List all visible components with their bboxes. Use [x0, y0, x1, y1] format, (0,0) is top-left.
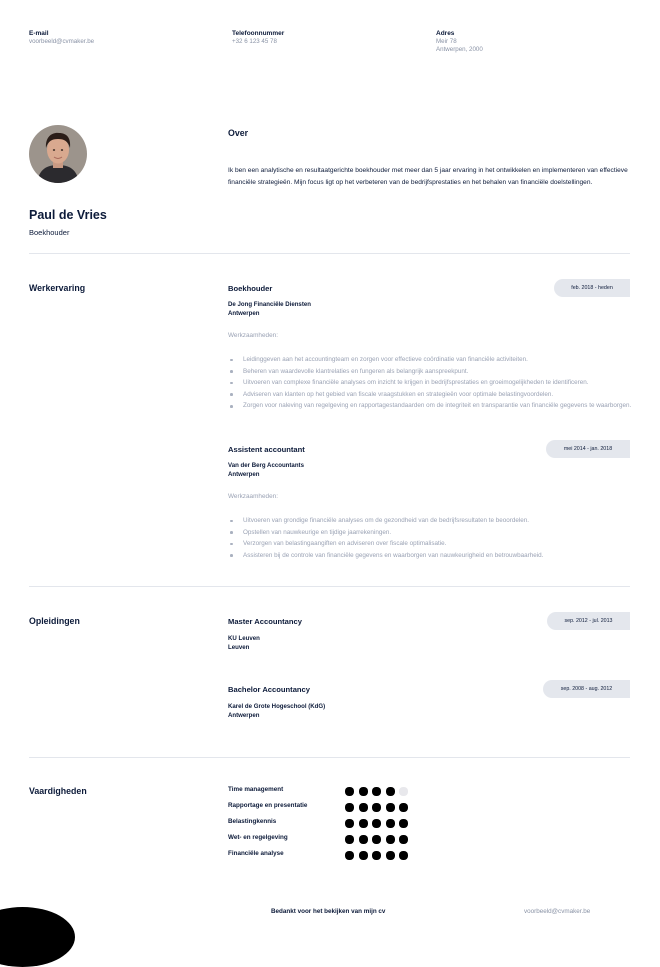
- list-item: Opstellen van nauwkeurige en tijdige jaarrekeningen.: [243, 527, 643, 539]
- divider: [29, 757, 630, 758]
- list-item: Verzorgen van belastingaangiften en adviseren over fiscale optimalisatie.: [243, 538, 643, 550]
- list-item: Uitvoeren van grondige financiële analyses om de gezondheid van de bedrijfsresultaten te beoordelen.: [243, 515, 643, 527]
- skill-dot-filled: [345, 835, 354, 844]
- skill-rating: [345, 835, 408, 844]
- skill-dot-filled: [345, 819, 354, 828]
- skill-dot-filled: [372, 819, 381, 828]
- company-name: Van der Berg Accountants: [228, 462, 304, 469]
- skill-dot-filled: [372, 835, 381, 844]
- skill-dot-filled: [345, 787, 354, 796]
- company-city: Antwerpen: [228, 471, 260, 478]
- skill-dot-filled: [359, 787, 368, 796]
- skill-name: Rapportage en presentatie: [228, 802, 308, 809]
- skill-dot-filled: [386, 851, 395, 860]
- footer-thanks: Bedankt voor het bekijken van mijn cv: [271, 908, 386, 915]
- divider: [29, 253, 630, 254]
- date-badge: feb. 2018 - heden: [554, 279, 630, 297]
- skill-name: Financiële analyse: [228, 850, 284, 857]
- skill-name: Belastingkennis: [228, 818, 277, 825]
- date-badge: sep. 2012 - jul. 2013: [547, 612, 630, 630]
- email-value[interactable]: voorbeeld@cvmaker.be: [29, 38, 95, 45]
- phone-value[interactable]: +32 6 123 45 78: [232, 38, 277, 45]
- skill-dot-filled: [386, 787, 395, 796]
- list-item: Zorgen voor naleving van regelgeving en rapportagestandaarden om de integriteit en transparantie van financiële gegevens te waarborgen.: [243, 400, 643, 412]
- skill-dot-filled: [359, 851, 368, 860]
- skill-dot-filled: [359, 835, 368, 844]
- task-list: [228, 515, 643, 561]
- school-name: KU Leuven: [228, 635, 260, 642]
- skill-dot-filled: [372, 851, 381, 860]
- education-title: Master Accountancy: [228, 617, 302, 626]
- skill-dot-filled: [386, 819, 395, 828]
- skill-dot-filled: [345, 851, 354, 860]
- date-badge: mei 2014 - jan. 2018: [546, 440, 630, 458]
- skill-dot-filled: [359, 803, 368, 812]
- profile-name: Paul de Vries: [29, 208, 107, 222]
- school-city: Leuven: [228, 644, 250, 651]
- skill-dot-filled: [399, 819, 408, 828]
- address-line2: Antwerpen, 2000: [436, 46, 483, 53]
- skill-dot-filled: [372, 787, 381, 796]
- address-line1: Meir 78: [436, 38, 457, 45]
- skill-rating: [345, 851, 408, 860]
- job-title: Assistent accountant: [228, 445, 305, 454]
- decorative-blob: [0, 907, 75, 967]
- school-city: Antwerpen: [228, 712, 260, 719]
- skill-name: Time management: [228, 786, 284, 793]
- tasks-label: Werkzaamheden:: [228, 493, 278, 500]
- education-title: Bachelor Accountancy: [228, 685, 311, 694]
- experience-heading: Werkervaring: [29, 283, 86, 293]
- about-heading: Over: [228, 128, 249, 138]
- school-name: Karel de Grote Hogeschool (KdG): [228, 703, 326, 710]
- skill-dot-filled: [399, 835, 408, 844]
- phone-label: Telefoonnummer: [232, 30, 285, 37]
- skill-dot-filled: [372, 803, 381, 812]
- divider: [29, 586, 630, 587]
- company-name: De Jong Financiële Diensten: [228, 301, 311, 308]
- skill-rating: [345, 787, 408, 796]
- company-city: Antwerpen: [228, 310, 260, 317]
- skills-heading: Vaardigheden: [29, 786, 87, 796]
- email-label: E-mail: [29, 30, 49, 37]
- skill-name: Wet- en regelgeving: [228, 834, 288, 841]
- skill-dot-filled: [345, 803, 354, 812]
- address-label: Adres: [436, 30, 455, 37]
- skill-dot-filled: [386, 835, 395, 844]
- tasks-label: Werkzaamheden:: [228, 332, 278, 339]
- profile-photo: [29, 125, 87, 183]
- list-item: Uitvoeren van complexe financiële analyses om inzicht te krijgen in bedrijfsprestaties en groeimogelijkheden te identificeren.: [243, 377, 643, 389]
- skill-dot-filled: [359, 819, 368, 828]
- list-item: Leidinggeven aan het accountingteam en zorgen voor effectieve coördinatie van financiële activiteiten.: [243, 354, 643, 366]
- skill-dot-empty: [399, 787, 408, 796]
- education-heading: Opleidingen: [29, 616, 80, 626]
- job-title: Boekhouder: [228, 284, 273, 293]
- date-badge: sep. 2008 - aug. 2012: [543, 680, 630, 698]
- skill-rating: [345, 819, 408, 828]
- skill-dot-filled: [399, 803, 408, 812]
- skill-dot-filled: [386, 803, 395, 812]
- list-item: Assisteren bij de controle van financiële gegevens en waarborgen van nauwkeurigheid en betrouwbaarheid.: [243, 550, 643, 562]
- footer-email[interactable]: voorbeeld@cvmaker.be: [524, 908, 591, 915]
- profile-role: Boekhouder: [29, 228, 70, 237]
- about-text: Ik ben een analytische en resultaatgerichte boekhouder met meer dan 5 jaar ervaring in het ontwikkelen en implementeren van effectieve financiële strategieën. Mijn focus ligt op het verbeteren van de bedrijfsprestaties en het behalen van financiële doelstellingen.: [228, 167, 628, 187]
- task-list: [228, 354, 643, 412]
- skill-dot-filled: [399, 851, 408, 860]
- list-item: Beheren van waardevolle klantrelaties en fungeren als belangrijk aanspreekpunt.: [243, 366, 643, 378]
- skill-rating: [345, 803, 408, 812]
- list-item: Adviseren van klanten op het gebied van fiscale vraagstukken en strategieën voor optimale belastingvoordelen.: [243, 389, 643, 401]
